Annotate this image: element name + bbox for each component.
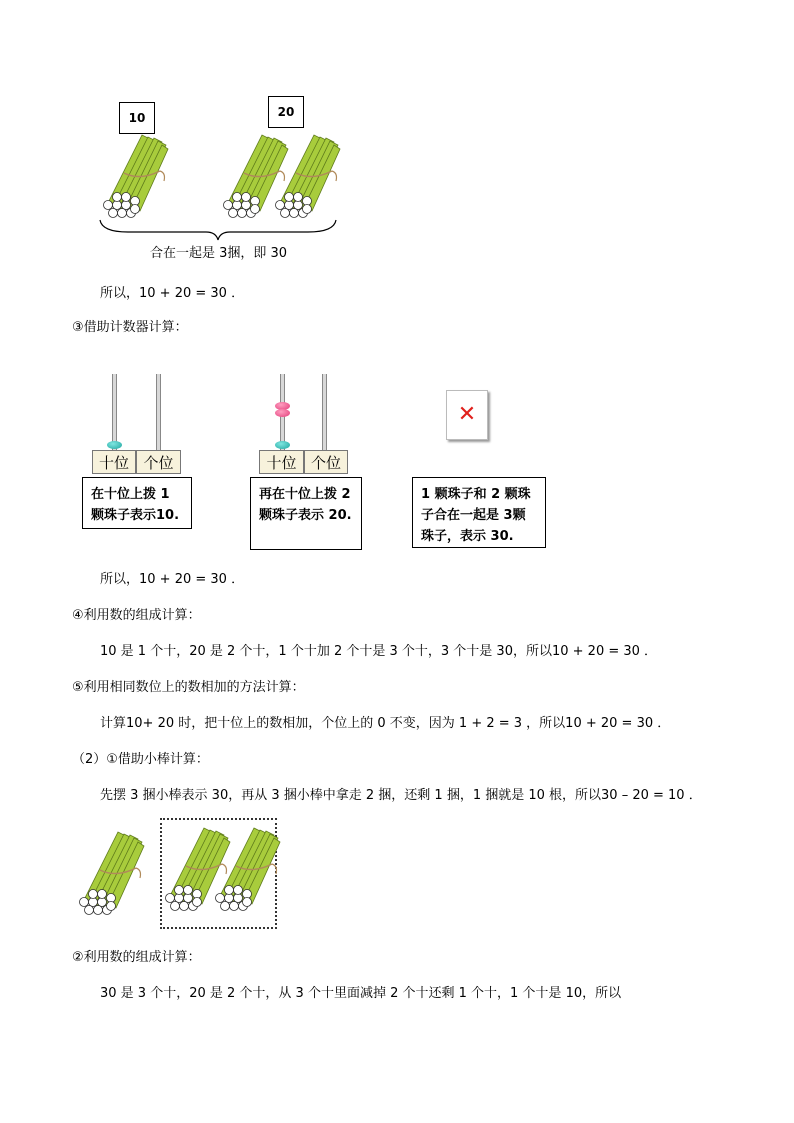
conclusion-1: 所以，10 + 20 = 30 ． [100, 286, 245, 301]
counter2-bead-3 [275, 441, 290, 449]
callout-2: 再在十位上拨 2 颗珠子表示 20. [250, 477, 362, 550]
section3-heading: ③借助计数器计算： [72, 320, 188, 335]
counter1-rod-tens [112, 374, 117, 450]
label-box-20: 20 [268, 96, 304, 128]
callout-1: 在十位上拨 1 颗珠子表示10. [82, 477, 192, 529]
counter2-ones-label: 个位 [304, 450, 348, 474]
section5-heading: ⑤利用相同数位上的数相加的方法计算： [72, 680, 305, 695]
counter1-ones-label: 个位 [136, 450, 181, 474]
stick-bundle-6 [214, 826, 284, 916]
brace-caption: 合在一起是 3捆，即 30 [150, 246, 288, 261]
counter2-bead-2 [275, 409, 290, 417]
broken-image [446, 390, 488, 440]
curly-brace [98, 218, 338, 242]
part2-heading2: ②利用数的组成计算： [72, 950, 201, 965]
counter1-rod-ones [156, 374, 161, 450]
conclusion-2: 所以，10 + 20 = 30 ． [100, 572, 245, 587]
part2-body2: 30 是 3 个十，20 是 2 个十，从 3 个十里面减掉 2 个十还剩 1 个十，1 个十是 10，所以 [100, 986, 622, 1001]
part2-body: 先摆 3 捆小棒表示 30，再从 3 捆小棒中拿走 2 捆，还剩 1 捆，1 捆就是 10 根，所以30 – 20 = 10 ． [100, 788, 702, 803]
section5-body: 计算10+ 20 时，把十位上的数相加，个位上的 0 不变，因为 1 + 2 = 3 ，所以10 + 20 = 30 ． [100, 716, 671, 731]
label-box-10: 10 [119, 102, 155, 134]
counter1-tens-label: 十位 [92, 450, 136, 474]
section4-heading: ④利用数的组成计算： [72, 608, 201, 623]
stick-bundle-1 [102, 133, 172, 223]
counter1-bead [107, 441, 122, 449]
section4-body: 10 是 1 个十，20 是 2 个十，1 个十加 2 个十是 3 个十，3 个十是 30，所以10 + 20 = 30 ． [100, 644, 658, 659]
counter2-rod-ones [322, 374, 327, 450]
counter2-tens-label: 十位 [259, 450, 304, 474]
stick-bundle-4 [78, 830, 148, 920]
part2-heading: （2）①借助小棒计算： [72, 752, 209, 767]
x-mark-icon: ✕ [457, 402, 477, 427]
callout-3: 1 颗珠子和 2 颗珠子合在一起是 3颗珠子，表示 30. [412, 477, 546, 548]
stick-bundle-3 [274, 133, 344, 223]
